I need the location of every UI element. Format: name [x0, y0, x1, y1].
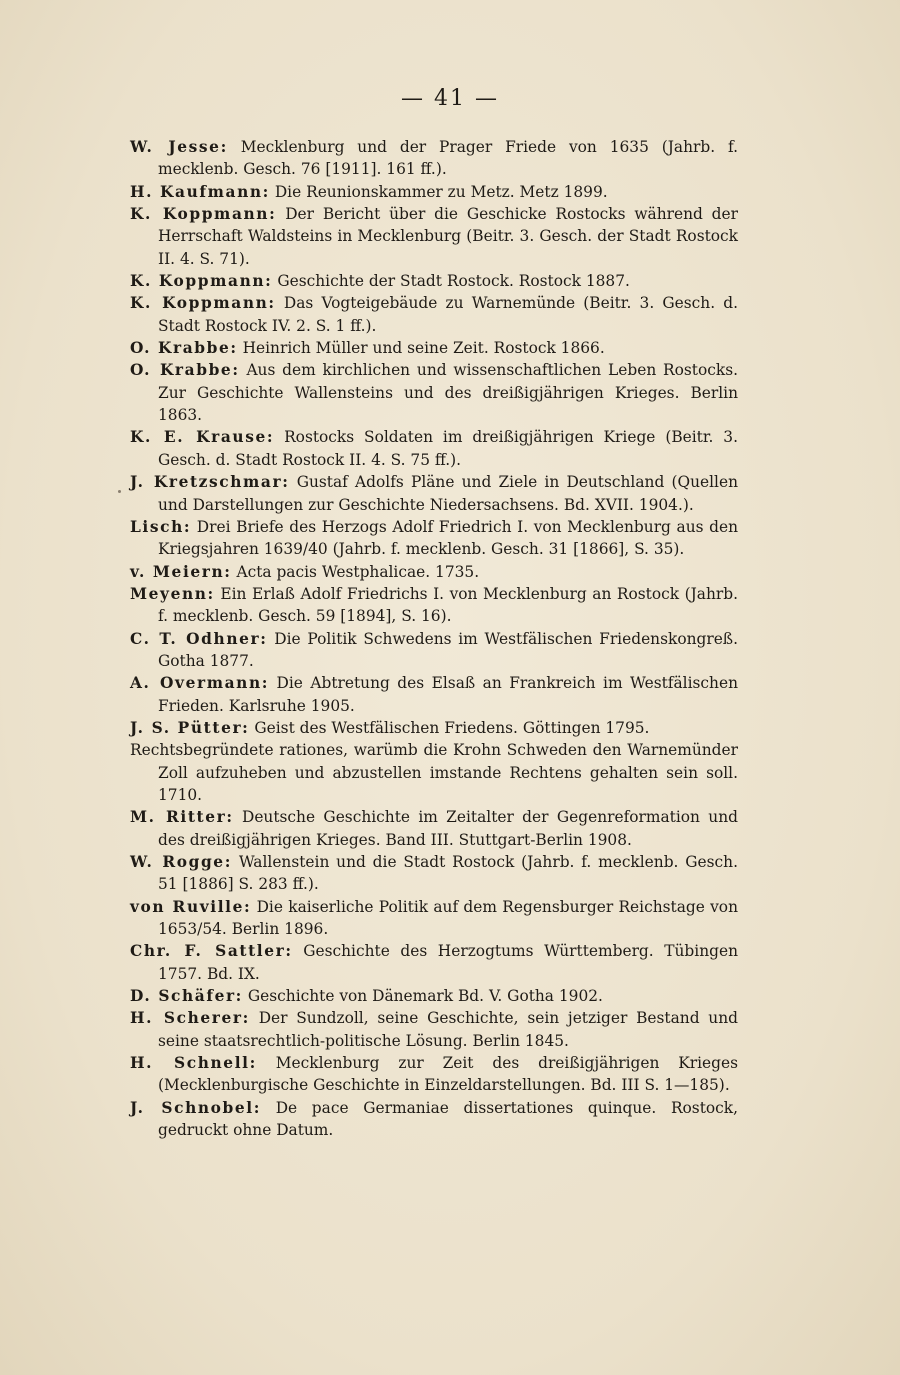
bibliography-entry [130, 896, 738, 941]
entry-author: A. Overmann: [130, 674, 270, 693]
entry-author: W. Jesse: [130, 138, 228, 156]
page-number: — 41 — [401, 86, 499, 111]
entry-author: von Ruville: [130, 897, 252, 916]
entry-text: Rechtsbegründete rationes, warümb die Krohn Schweden den Warnemünder Zoll aufzuheben und abzustellen imstande Rechtens gehalten sein soll. 1710. [130, 741, 738, 804]
entry-author: K. E. Krause: [130, 428, 275, 447]
entry-text: Wallenstein und die Stadt Rostock (Jahrb. f. mecklenb. Gesch. 51 [1886] S. 283 ff.). [158, 853, 738, 894]
entry-author: O. Krabbe: [130, 361, 240, 380]
entry-text: Rostocks Soldaten im dreißigjährigen Kriege (Beitr. 3. Gesch. d. Stadt Rostock II. 4. S. 75 ff.). [158, 428, 738, 469]
entry-author: M. Ritter: [130, 808, 234, 827]
bibliography-entry [130, 851, 738, 896]
entry-text: Aus dem kirchlichen und wissenschaftlichen Leben Rostocks. Zur Geschichte Wallensteins und des dreißigjährigen Krieges. Berlin 1863. [158, 361, 738, 425]
entry-text: Die kaiserliche Politik auf dem Regensburger Reichstage von 1653/54. Berlin 1896. [158, 897, 738, 939]
entry-author: v. Meiern: [130, 562, 232, 581]
entry-author: J. S. Pütter: [130, 718, 250, 737]
bibliography-entry [130, 181, 738, 203]
entry-text: Geist des Westfälischen Friedens. Göttingen 1795. [254, 718, 650, 737]
entry-text: Geschichte von Dänemark Bd. V. Gotha 1902. [247, 987, 603, 1006]
entry-author: J. Schnobel: [130, 1098, 261, 1117]
entry-author: K. Koppmann: [130, 272, 273, 291]
entry-text: Deutsche Geschichte im Zeitalter der Gegenreformation und des dreißigjährigen Krieges. Band III. Stuttgart-Berlin 1908. [158, 808, 738, 849]
bibliography-entry [130, 561, 738, 583]
entry-text: Der Sundzoll, seine Geschichte, sein jetziger Bestand und seine staatsrechtlich-politische Lösung. Berlin 1845. [158, 1009, 738, 1050]
entry-author: J. Kretzschmar: [130, 473, 290, 492]
entry-text: Acta pacis Westphalicae. 1735. [236, 562, 480, 581]
bibliography-entry [130, 359, 738, 426]
bibliography-entry [130, 471, 738, 516]
entry-author: Chr. F. Sattler: [130, 942, 293, 961]
entry-text: Der Bericht über die Geschicke Rostocks während der Herrschaft Waldsteins in Mecklenburg (Beitr. 3. Gesch. der Stadt Rostock II. 4. S. 71). [158, 205, 738, 268]
bibliography-entry [130, 270, 738, 292]
entry-author: H. Scherer: [130, 1009, 250, 1028]
bibliography-entry [130, 337, 738, 359]
entry-text: Mecklenburg und der Prager Friede von 1635 (Jahrb. f. mecklenb. Gesch. 76 [1911]. 161 ff.). [158, 138, 738, 179]
entry-text: Gustaf Adolfs Pläne und Ziele in Deutschland (Quellen und Darstellungen zur Geschichte Niedersachsens. Bd. XVII. 1904.). [158, 473, 738, 514]
entry-text: Die Politik Schwedens im Westfälischen Friedenskongreß. Gotha 1877. [158, 629, 738, 670]
bibliography-entry [130, 739, 738, 806]
paper-speck [118, 490, 121, 493]
entry-author: D. Schäfer: [130, 987, 243, 1006]
entry-author: K. Koppmann: [130, 205, 277, 224]
bibliography-entry [130, 672, 738, 717]
entry-text: De pace Germaniae dissertationes quinque. Rostock, gedruckt ohne Datum. [158, 1098, 738, 1140]
entry-text: Die Abtretung des Elsaß an Frankreich im Westfälischen Frieden. Karlsruhe 1905. [158, 674, 738, 715]
entry-text: Geschichte des Herzogtums Württemberg. Tübingen 1757. Bd. IX. [158, 942, 738, 983]
entry-author: H. Kaufmann: [130, 182, 270, 201]
bibliography-entry [130, 203, 738, 270]
entry-text: Die Reunionskammer zu Metz. Metz 1899. [274, 182, 608, 201]
bibliography-entry [130, 516, 738, 561]
bibliography-entry [130, 136, 738, 181]
entry-text: Drei Briefe des Herzogs Adolf Friedrich I. von Mecklenburg aus den Kriegsjahren 1639/40 (Jahrb. f. mecklenb. Gesch. 31 [1866], S. 35). [158, 517, 738, 559]
bibliography-entry [130, 583, 738, 628]
entry-author: C. T. Odhner: [130, 629, 268, 648]
bibliography-entry [130, 985, 738, 1007]
entry-text: Geschichte der Stadt Rostock. Rostock 1887. [277, 272, 630, 291]
entry-author: K. Koppmann: [130, 294, 276, 313]
entry-text: Ein Erlaß Adolf Friedrichs I. von Mecklenburg an Rostock (Jahrb. f. mecklenb. Gesch. 59 [1894], S. 16). [158, 584, 738, 626]
bibliography-entry [130, 628, 738, 673]
entry-author: O. Krabbe: [130, 339, 238, 358]
entry-text: Das Vogteigebäude zu Warnemünde (Beitr. 3. Gesch. d. Stadt Rostock IV. 2. S. 1 ff.). [158, 294, 739, 335]
bibliography-entry [130, 806, 738, 851]
bibliography-list [130, 136, 738, 1141]
entry-author: Lisch: [130, 517, 192, 536]
entry-author: W. Rogge: [130, 853, 232, 871]
bibliography-entry [130, 940, 738, 985]
bibliography-entry [130, 1052, 738, 1097]
entry-author: H. Schnell: [130, 1054, 257, 1073]
bibliography-entry [130, 1097, 738, 1142]
entry-text: Mecklenburg zur Zeit des dreißigjährigen Krieges (Mecklenburgische Geschichte in Einzeldarstellungen. Bd. III S. 1—185). [158, 1054, 739, 1095]
bibliography-entry [130, 426, 738, 471]
bibliography-entry [130, 717, 738, 739]
bibliography-entry [130, 292, 738, 337]
entry-author: Meyenn: [130, 584, 215, 603]
bibliography-entry [130, 1007, 738, 1052]
entry-text: Heinrich Müller und seine Zeit. Rostock 1866. [242, 339, 605, 358]
